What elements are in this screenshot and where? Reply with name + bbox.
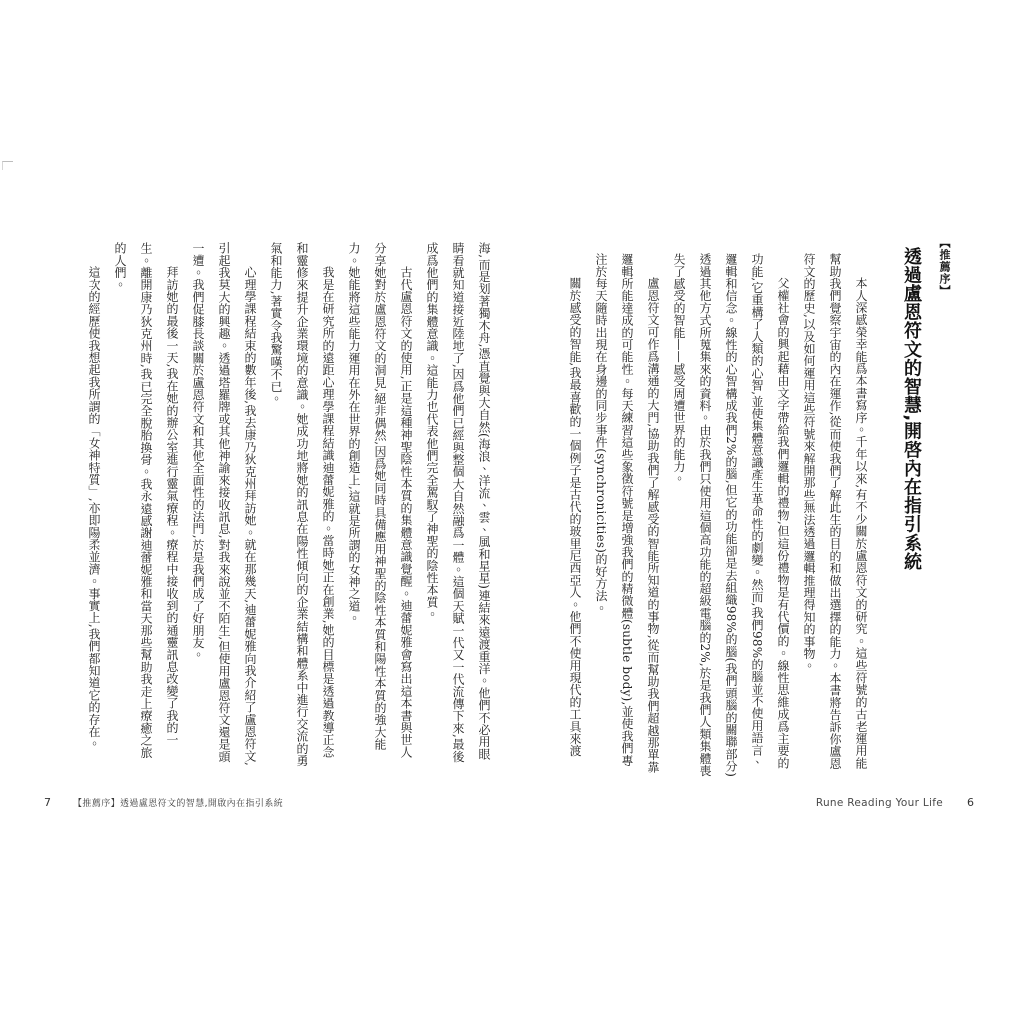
paragraph: 拜訪她的最後一天,我在她的辦公室進行靈氣療程。療程中接收到的通靈訊息改變了我的一生。離開康乃狄克州時,我已完全脫胎換骨。我永遠感謝迪蕾妮雅和當天那些幫助我走上療癒之旅的人們。 — [113, 242, 179, 759]
paragraph: 這次的經歷使我想起我所謂的「女神特質」,亦即陽柔並濟。事實上,我們都知道它的存在。 — [87, 266, 101, 750]
paragraph: 本人深感榮幸能爲本書寫序。千年以來,有不少關於盧恩符文的研究。這些符號的古老運用能幫助我們覺察宇宙的內在運作,從而使我們了解此生的目的和做出選擇的能力。本書將告訴你盧恩符文的歷史,以及如何運用這些符號來解開那些無法透過邏輯推理得知的事物。 — [802, 253, 868, 770]
preface-header — [886, 237, 952, 797]
page-number-7: 7 — [44, 796, 51, 809]
running-head-book-title: Rune Reading Your Life — [815, 797, 943, 809]
preface-title: 透過盧恩符文的智慧,開啓內在指引系統 — [900, 247, 922, 571]
paragraph: 古代盧恩符文的使用,正是這種神聖陰性本質的集體意識覺醒。迪蕾妮雅會寫出這本書與世人分享她對於盧恩符文的洞見,絕非偶然,因爲她同時具備應用神聖的陰性本質和陽性本質的強大能力。她能將這些能力運用在外在世界的創造上,這就是所謂的女神之道。 — [347, 242, 413, 759]
paragraph: 父權社會的興起藉由文字帶給我們邏輯的禮物,但這份禮物是有代價的。線性思維成爲主要的功能,它重構了人類的心智,並使集體意識產生革命性的劇變。然而,我們98%的腦並不使用語言、邏輯和信念。線性的心智構成我們2%的腦,但它的功能卻是去組織98%的腦(我們頭腦的關聯部分)透過其他方式所蒐集來的資料。由於我們只使用這個高功能的超級電腦的2%,於是我們人類集體喪失了感受的智能——感受周遭世界的能力。 — [672, 253, 790, 778]
paragraph: 關於感受的智能,我最喜歡的一個例子是古代的玻里尼西亞人。他們不使用現代的工具來渡 — [568, 277, 582, 757]
page-6-body — [562, 253, 874, 778]
page-edge-mark — [2, 161, 13, 170]
preface-label: 【推薦序】 — [938, 237, 951, 297]
page-number-6: 6 — [967, 796, 974, 809]
page-7-footer — [44, 796, 283, 809]
paragraph-continuation: 海,而是划著獨木舟,憑直覺與大自然(海浪、洋流、雲、風和星星)連結來遠渡重洋。他們不必用眼睛看就知道接近陸地了,因爲他們已經與整個大自然融爲一體。這個天賦一代又一代流傳下來,最後成爲他們的集體意識。這能力也代表他們完全駕馭了神聖的陰性本質。 — [425, 242, 491, 763]
paragraph: 我是在研究所的遠距心理學課程結識迪蕾妮雅的。當時她正在創業,她的目標是透過教導正念和靈修來提升企業環境的意識。她成功地將她的訊息在陽性傾向的企業結構和體系中進行交流的勇氣和能力,著實令我驚嘆不已。 — [269, 242, 335, 767]
paragraph: 盧恩符文可作爲溝通的大門,協助我們了解感受的智能所知道的事物,從而幫助我們超越那單靠邏輯所能達成的可能性。每天練習這些象徵符號是增強我們的精微體(subtle body),並使我們專注於每天隨時出現在身邊的同步事件(synchronicities)的好方法。 — [594, 253, 660, 774]
page-7-body — [81, 242, 497, 767]
running-head-caption: 【推薦序】透過盧恩符文的智慧,開啟內在指引系統 — [73, 799, 284, 809]
paragraph: 心理學課程結束的數年後,我去康乃狄克州拜訪她。就在那幾天,迪蕾妮雅向我介紹了盧恩符文,引起我莫大的興趣。透過塔羅牌或其他神諭來接收訊息,對我來說並不陌生,但使用盧恩符文還是頭一遭。我們促膝長談關於盧恩符文和其他全面性的法門,於是我們成了好朋友。 — [191, 242, 257, 767]
page-6-footer — [816, 796, 974, 809]
